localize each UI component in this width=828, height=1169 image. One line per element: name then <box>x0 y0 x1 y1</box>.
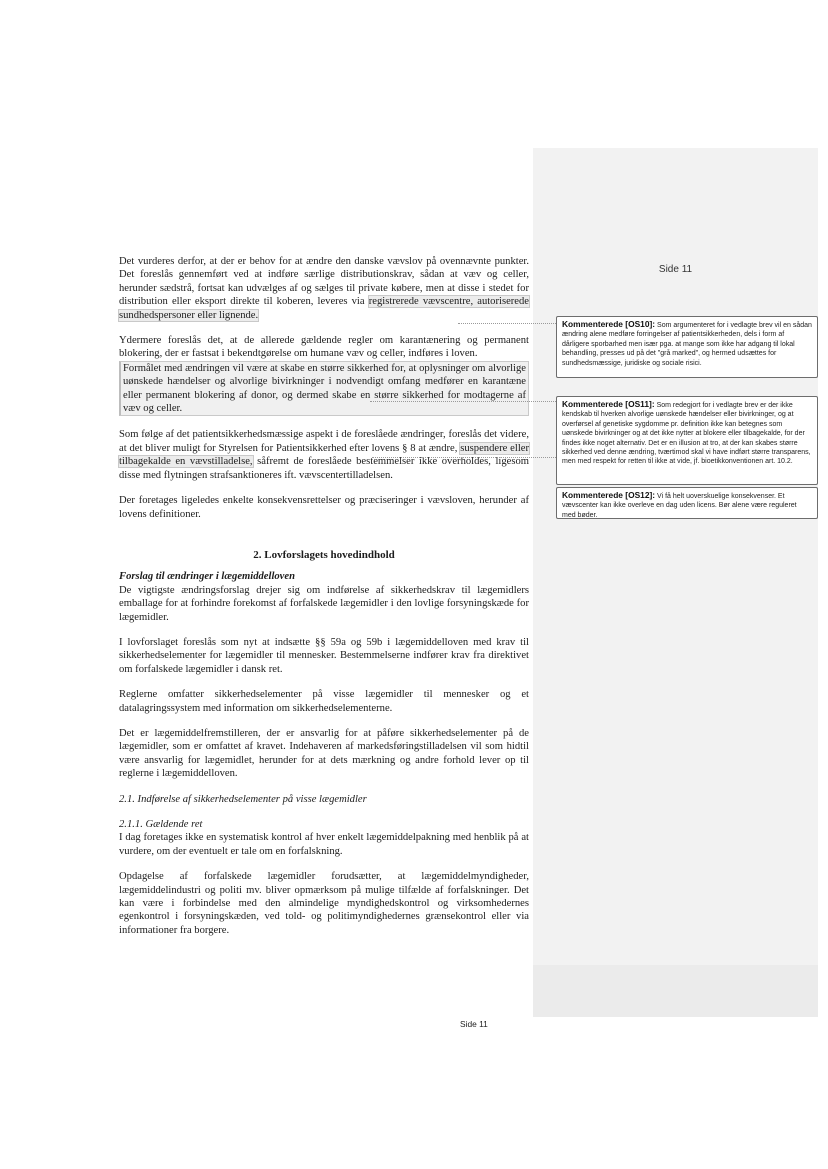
page-number: Side 11 <box>460 1019 488 1029</box>
comment-margin-pane <box>533 148 818 1016</box>
subsection-heading: 2.1. Indførelse af sikkerhedselementer på visse lægemidler <box>119 793 367 805</box>
paragraph-text: Ydermere foreslås det, at de allerede gældende regler om karantænering og permanent blokering, der er fastsat i bekendtgørelse om humane væv og celler, indføres i loven. <box>119 335 529 360</box>
section-heading: 2. Lovforslagets hovedindhold <box>253 548 395 561</box>
commented-text-os11[interactable]: Formålet med ændringen vil være at skabe en større sikkerhed for, at oplysninger om alvorlige uønskede hændelser og alvorlige bivirkninger i nodvendigt omfang medfører en karantæne eller permanent blokering af donor, og dermed skabe en større sikkerhed for modtagerne af væv og celler. <box>119 361 529 417</box>
comment-text: Som argumenteret for i vedlagte brev vil en sådan ændring alene medføre forringelser af patientsikkerheden, dels i form af dårligere sporbarhed men især pga. at mange som ikke har adgang til lokal behandling, presses ud på det "grå marked", og hermed udsættes for sundhedsmæssige, juridiske og sociale risici. <box>562 322 812 367</box>
paragraph-text: Som følge af det patientsikkerhedsmæssige aspekt i de foreslåede ændringer, foreslås det videre, at det bliver muligt for Styrelsen for Patientsikkerhed efter lovens § 8 at ændre, <box>119 429 529 454</box>
comment-balloon[interactable] <box>556 487 818 519</box>
comment-connector-os10 <box>458 323 556 324</box>
paragraph <box>119 334 529 361</box>
commented-text-os12[interactable]: suspendere eller tilbagekalde en vævstilladelse, <box>119 442 529 468</box>
comment-author: Kommenterede [OS12]: <box>562 490 656 500</box>
subsection-heading: Forslag til ændringer i lægemiddelloven <box>119 571 295 583</box>
comment-text: Vi få helt uoverskuelige konsekvenser. Et vævscenter kan ikke overleve en dag uden licens. Bør alene være reguleret med bøder. <box>562 493 797 519</box>
comment-margin-band <box>533 965 818 1017</box>
comment-balloon[interactable] <box>556 316 818 378</box>
paragraph: I lovforslaget foreslås som nyt at indsætte §§ 59a og 59b i lægemiddelloven med krav til sikkerhedselementer for lægemidler til mennesker. Bestemmelserne indfører krav fra direktivet om forfalskede lægemidler i dansk ret. <box>119 636 529 675</box>
comment-connector-os12 <box>372 457 556 458</box>
paragraph: Der foretages ligeledes enkelte konsekvensrettelser og præciseringer i vævsloven, herunder af lovens definitioner. <box>119 495 529 520</box>
subsection-heading: 2.1.1. Gældende ret <box>119 819 203 830</box>
comment-balloon[interactable] <box>556 396 818 485</box>
paragraph: I dag foretages ikke en systematisk kontrol af hver enkelt lægemiddelpakning med henblik på at vurdere, om der eventuelt er tale om en forfalskning. <box>119 832 529 857</box>
comment-author: Kommenterede [OS11]: <box>562 399 655 409</box>
paragraph-text: Det vurderes derfor, at der er behov for at ændre den danske vævslov på ovennævnte punkter. Det foreslås gennemført ved at indføre særlige distributionskrav, sådan at væv og celler, herunder sædstrå, fortsat kan udvælges af og sælges til private købere, men at disse i stedet for distribution eller eksport direkte til koberen, leveres via <box>119 256 529 308</box>
document-body <box>119 255 529 949</box>
comment-connector-os11 <box>370 401 556 402</box>
paragraph: Opdagelse af forfalskede lægemidler forudsætter, at lægemiddelmyndigheder, lægemiddelindustri og politi mv. bliver opmærksom på mulige tilfælde af forfalskninger. Det kan være i forbindelse med den almindelige myndighedskontrol og virksomhedernes egenkontrol i forsyningskæden, ved told- og politimyndighedernes grænsekontrol eller via informationer fra borgere. <box>119 871 529 936</box>
commented-text-os10[interactable]: registrerede vævscentre, autoriserede sundhedspersoner eller lignende. <box>119 296 530 321</box>
paragraph: De vigtigste ændringsforslag drejer sig om indførelse af sikkerhedskrav til lægemidlers emballage for at forhindre forekomst af forfalskede lægemidler i den lovlige forsyningskæde for lægemidler. <box>119 584 529 623</box>
paragraph: Det er lægemiddelfremstilleren, der er ansvarlig for at påføre sikkerhedselementer på de lægemidler, som er omfattet af kravet. Indehaveren af markedsføringstilladelsen vil som hidtil være ansvarlig for lægemidlet, herunder for at dets mærkning og andre forhold lever op til reglerne i lægemiddelloven. <box>119 727 529 780</box>
comment-author: Kommenterede [OS10]: <box>562 319 656 329</box>
paragraph: Reglerne omfatter sikkerhedselementer på visse lægemidler til mennesker og et datalagringssystem med information om sikkerhedselementerne. <box>119 689 529 714</box>
margin-page-label: Side 11 <box>658 264 693 275</box>
paragraph <box>119 255 529 322</box>
paragraph <box>119 428 529 482</box>
comment-text: Som redegjort for i vedlagte brev er der ikke kendskab til hverken alvorlige uønskede hændelser eller bivirkninger, og at overførsel af genetiske sygdomme pr. definition ikke kan betegnes som uønskede bivirkninger og at det ikke nytter at blokere eller tilbagekalde, for der findes ikke noget alternativ. Det er en illusion at tro, at der kan skabes større sikkerhed ved denne ændring, tværtimod skal vi have indført større transparens, men med respekt for retten til ikke at vide, jf. bioetikkonventionen art. 10.2. <box>562 402 811 466</box>
paragraph-text: såfremt de foreslåede bestemmelser ikke overholdes, ligesom disse med flytningen strafsanktioneres ift. vævscentertilladelsen. <box>119 456 529 481</box>
